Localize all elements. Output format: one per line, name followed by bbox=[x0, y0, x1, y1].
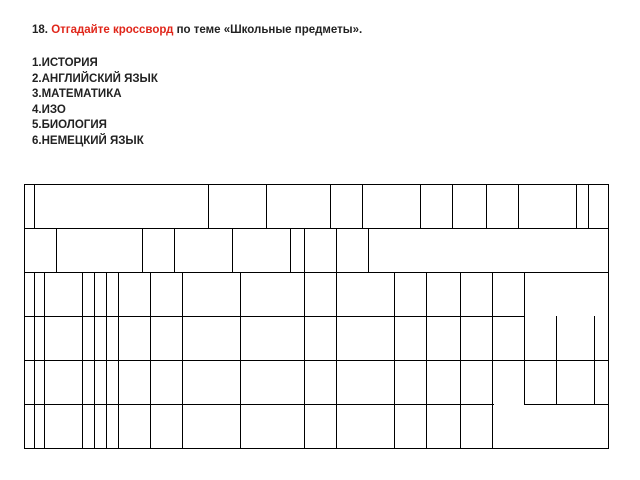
task-highlight: Отгадайте кроссворд bbox=[51, 24, 174, 36]
answer-item: 6.НЕМЕЦКИЙ ЯЗЫК bbox=[32, 134, 144, 147]
task-number: 18. bbox=[32, 24, 48, 36]
task-text: по теме «Школьные предметы». bbox=[176, 24, 363, 36]
answer-item: 1.ИСТОРИЯ bbox=[32, 57, 98, 69]
answer-item: 4.ИЗО bbox=[32, 103, 66, 116]
answer-item: 3.МАТЕМАТИКА bbox=[32, 88, 122, 100]
answer-item: 5.БИОЛОГИЯ bbox=[32, 119, 107, 131]
answer-item: 2.АНГЛИЙСКИЙ ЯЗЫК bbox=[32, 72, 158, 85]
row-2-cells bbox=[57, 228, 369, 272]
row-1-cells bbox=[35, 184, 589, 228]
